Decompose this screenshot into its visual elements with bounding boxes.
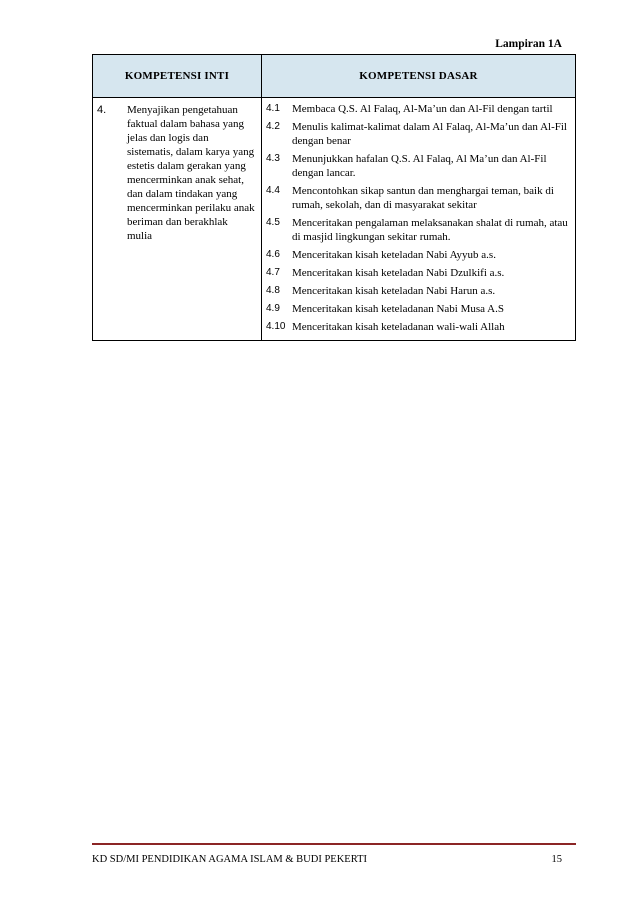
kd-number: 4.10 <box>266 321 286 332</box>
kd-item <box>262 120 575 148</box>
kd-number: 4.7 <box>266 267 280 278</box>
kd-number: 4.1 <box>266 103 280 114</box>
kd-item <box>262 320 575 334</box>
kd-item <box>262 102 575 116</box>
header-kompetensi-dasar: KOMPETENSI DASAR <box>262 55 576 98</box>
kd-number: 4.8 <box>266 285 280 296</box>
kd-number: 4.3 <box>266 153 280 164</box>
kd-text: Menceritakan kisah keteladanan Nabi Musa A.S <box>292 303 504 315</box>
competency-table <box>92 54 576 341</box>
ki-cell <box>93 98 262 341</box>
kd-item <box>262 216 575 244</box>
kd-item <box>262 152 575 180</box>
kd-item <box>262 284 575 298</box>
table-row <box>93 98 576 341</box>
ki-number: 4. <box>97 104 107 116</box>
ki-text: Menyajikan pengetahuan faktual dalam bahasa yang jelas dan logis dan sistematis, dalam karya yang estetis dalam gerakan yang mencerminkan anak sehat, dan dalam tindakan yang mencerminkan perilaku anak beriman dan berakhlak mulia <box>127 104 255 242</box>
kd-text: Menunjukkan hafalan Q.S. Al Falaq, Al Ma’un dan Al-Fil dengan lancar. <box>292 153 547 179</box>
kd-text: Menceritakan pengalaman melaksanakan shalat di rumah, atau di masjid lingkungan sekitar rumah. <box>292 217 568 243</box>
kd-number: 4.9 <box>266 303 280 314</box>
kd-text: Menceritakan kisah keteladan Nabi Ayyub a.s. <box>292 249 496 261</box>
table-header-row <box>93 55 576 98</box>
kd-text: Menulis kalimat-kalimat dalam Al Falaq, Al-Ma’un dan Al-Fil dengan benar <box>292 121 567 147</box>
kd-text: Mencontohkan sikap santun dan menghargai teman, baik di rumah, sekolah, dan di masyarakat sekitar <box>292 185 554 211</box>
kd-number: 4.4 <box>266 185 280 196</box>
kd-text: Menceritakan kisah keteladanan wali-wali Allah <box>292 321 505 333</box>
header-kompetensi-inti: KOMPETENSI INTI <box>93 55 262 98</box>
kd-item <box>262 302 575 316</box>
page-number: 15 <box>551 854 562 865</box>
kd-cell <box>262 98 576 341</box>
kd-text: Menceritakan kisah keteladan Nabi Harun a.s. <box>292 285 496 297</box>
kd-text: Menceritakan kisah keteladan Nabi Dzulkifi a.s. <box>292 267 505 279</box>
kd-number: 4.6 <box>266 249 280 260</box>
kd-number: 4.2 <box>266 121 280 132</box>
kd-text: Membaca Q.S. Al Falaq, Al-Ma’un dan Al-Fil dengan tartil <box>292 103 553 115</box>
kd-item <box>262 266 575 280</box>
kd-number: 4.5 <box>266 217 280 228</box>
kd-item <box>262 248 575 262</box>
kd-item <box>262 184 575 212</box>
footer-divider <box>92 843 576 845</box>
footer-title: KD SD/MI PENDIDIKAN AGAMA ISLAM & BUDI PEKERTI <box>92 854 367 865</box>
lampiran-label: Lampiran 1A <box>495 38 562 50</box>
